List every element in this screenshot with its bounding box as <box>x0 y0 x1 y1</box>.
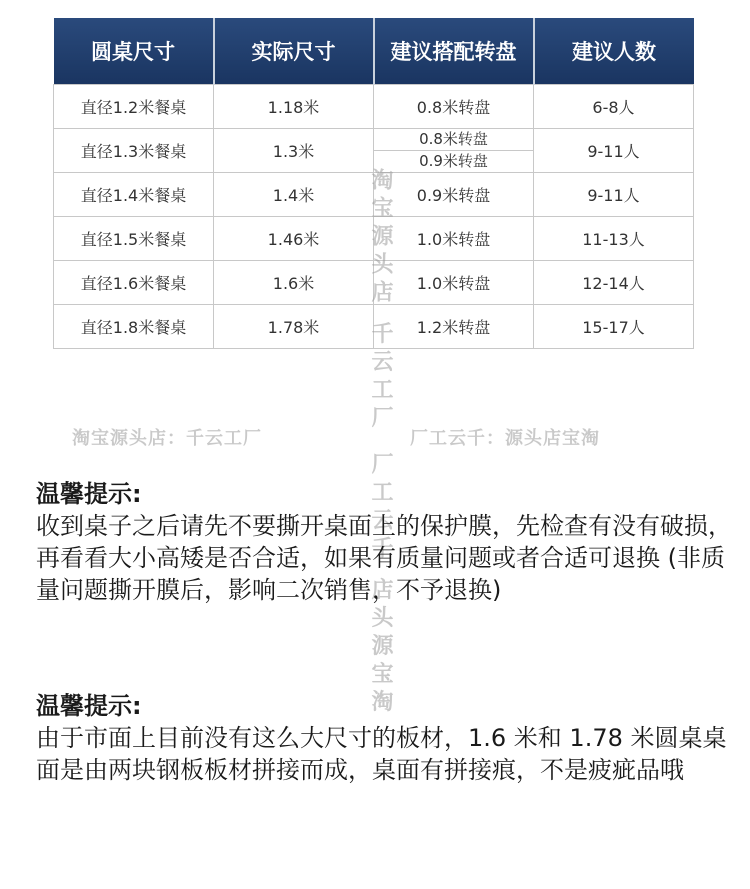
cell-people: 12-14人 <box>534 261 694 305</box>
notice-body: 由于市面上目前没有这么大尺寸的板材，1.6 米和 1.78 米圆桌桌面是由两块钢板板材拼接而成，桌面有拼接痕，不是疲疵品哦 <box>36 724 727 784</box>
watermark-horizontal-left: 淘宝源头店：千云工厂 <box>72 428 262 449</box>
cell-actual-size: 1.3米 <box>214 129 374 173</box>
cell-actual-size: 1.46米 <box>214 217 374 261</box>
cell-people: 11-13人 <box>534 217 694 261</box>
cell-turntable <box>374 129 534 173</box>
cell-actual-size: 1.6米 <box>214 261 374 305</box>
size-table <box>53 18 694 349</box>
cell-table-size: 直径1.4米餐桌 <box>54 173 214 217</box>
notice-body: 收到桌子之后请先不要撕开桌面上的保护膜，先检查有没有破损，再看看大小高矮是否合适，如果有质量问题或者合适可退换 (非质量问题撕开膜后，影响二次销售，不予退换) <box>36 512 732 604</box>
table-row <box>54 261 694 305</box>
table-row <box>54 85 694 129</box>
notice-title: 温馨提示: <box>36 480 142 508</box>
header-actual-size: 实际尺寸 <box>214 18 374 85</box>
cell-table-size: 直径1.6米餐桌 <box>54 261 214 305</box>
cell-turntable: 0.8米转盘 <box>374 85 534 129</box>
watermark-vertical-top: 淘宝源头店 千云工厂 <box>368 168 394 434</box>
watermark-horizontal-right: 厂工云千：源头店宝淘 <box>410 428 600 449</box>
header-table-size: 圆桌尺寸 <box>54 18 214 85</box>
cell-turntable: 1.0米转盘 <box>374 217 534 261</box>
table-row <box>54 305 694 349</box>
cell-actual-size: 1.4米 <box>214 173 374 217</box>
header-people: 建议人数 <box>534 18 694 85</box>
cell-people: 15-17人 <box>534 305 694 349</box>
cell-turntable: 1.0米转盘 <box>374 261 534 305</box>
watermark-vertical-bottom: 厂工云千 店头源宝淘 <box>368 452 394 718</box>
cell-actual-size: 1.78米 <box>214 305 374 349</box>
cell-table-size: 直径1.3米餐桌 <box>54 129 214 173</box>
cell-table-size: 直径1.8米餐桌 <box>54 305 214 349</box>
header-turntable: 建议搭配转盘 <box>374 18 534 85</box>
notice-title: 温馨提示: <box>36 692 142 720</box>
table-header-row <box>54 18 694 85</box>
table-row <box>54 217 694 261</box>
cell-people: 9-11人 <box>534 129 694 173</box>
table-row <box>54 173 694 217</box>
cell-people: 9-11人 <box>534 173 694 217</box>
cell-turntable: 1.2米转盘 <box>374 305 534 349</box>
turntable-option: 0.8米转盘 <box>419 130 488 148</box>
table-body <box>54 85 694 349</box>
table-row <box>54 129 694 173</box>
cell-people: 6-8人 <box>534 85 694 129</box>
notice-2 <box>36 690 736 786</box>
turntable-option: 0.9米转盘 <box>374 150 533 172</box>
notice-1 <box>36 478 736 606</box>
cell-table-size: 直径1.2米餐桌 <box>54 85 214 129</box>
cell-turntable: 0.9米转盘 <box>374 173 534 217</box>
cell-table-size: 直径1.5米餐桌 <box>54 217 214 261</box>
cell-actual-size: 1.18米 <box>214 85 374 129</box>
